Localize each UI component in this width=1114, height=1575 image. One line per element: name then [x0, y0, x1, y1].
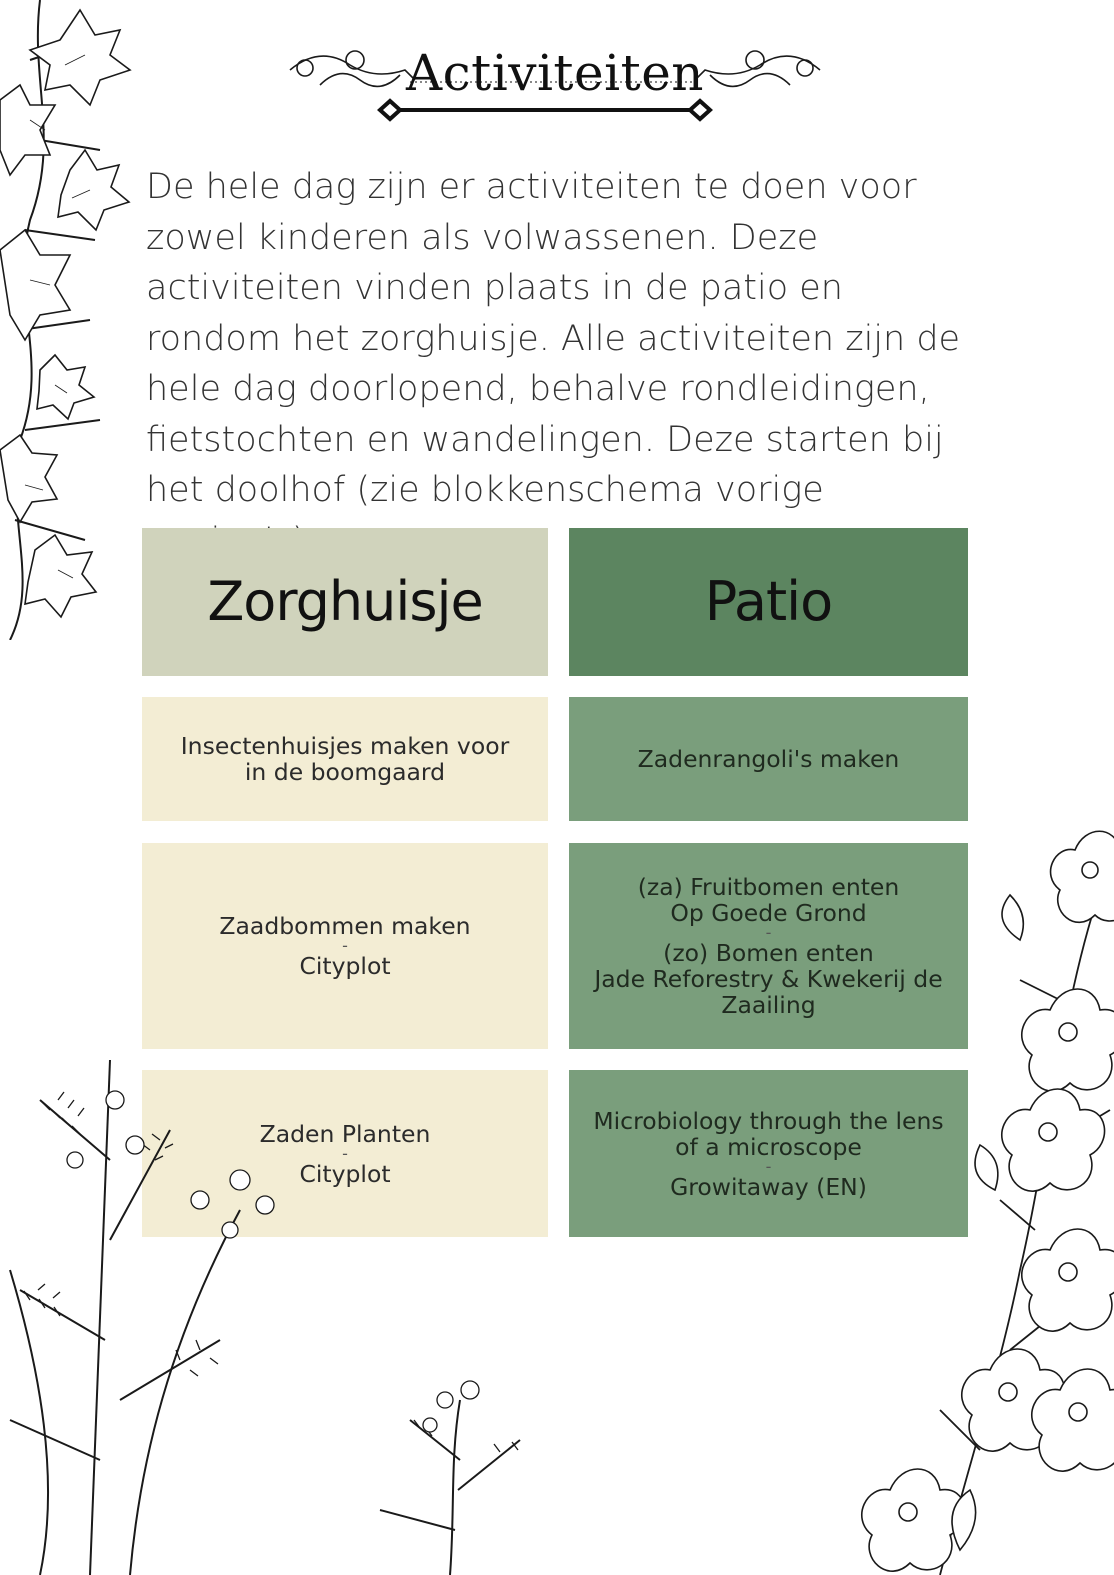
activity-title: (zo) Bomen enten: [663, 939, 874, 967]
activity-host: Cityplot: [299, 952, 391, 980]
activity-host: Op Goede Grond: [670, 899, 867, 927]
ivy-illustration: [0, 0, 140, 640]
activity-host: Growitaway (EN): [670, 1172, 867, 1201]
column-header-zorghuisje: [142, 528, 548, 676]
activity-title: Zaadbommen maken: [219, 912, 471, 940]
activity-card: [569, 697, 968, 821]
column-header-label: Zorghuisje: [207, 570, 483, 633]
activity-card: [142, 843, 548, 1049]
activity-title: (za) Fruitbomen enten: [637, 873, 900, 901]
page-title: Activiteiten: [406, 44, 704, 102]
mimosa-plant-illustration: [0, 1040, 600, 1575]
activity-host: Jade Reforestry & Kwekerij de Zaailing: [594, 965, 943, 1019]
activity-title: Microbiology through the lens of a microscope: [593, 1106, 944, 1161]
wild-rose-illustration: [820, 810, 1114, 1575]
separator: -: [342, 1143, 348, 1163]
separator: -: [765, 923, 772, 942]
separator: -: [342, 936, 348, 955]
activity-title: Zadenrangoli's maken: [637, 745, 900, 773]
separator: -: [765, 1156, 772, 1176]
activity-title: Insectenhuisjes maken voor in de boomgaard: [180, 732, 510, 786]
intro-paragraph: De hele dag zijn er activiteiten te doen voor zowel kinderen als volwassenen. Deze activiteiten vinden plaats in de patio en rondom het zorghuisje. Alle activiteiten zijn de hele dag doorlopend, behalve rondleidingen, fietstochten en wandelingen. Deze starten bij het doolhof (zie blokkenschema vorige: [146, 167, 961, 510]
activity-title: Zaden Planten: [259, 1119, 431, 1148]
column-header-label: Patio: [704, 570, 833, 633]
activity-card: [142, 697, 548, 821]
column-header-patio: [569, 528, 968, 676]
title-block: [280, 40, 830, 130]
activity-host: Cityplot: [299, 1159, 391, 1188]
